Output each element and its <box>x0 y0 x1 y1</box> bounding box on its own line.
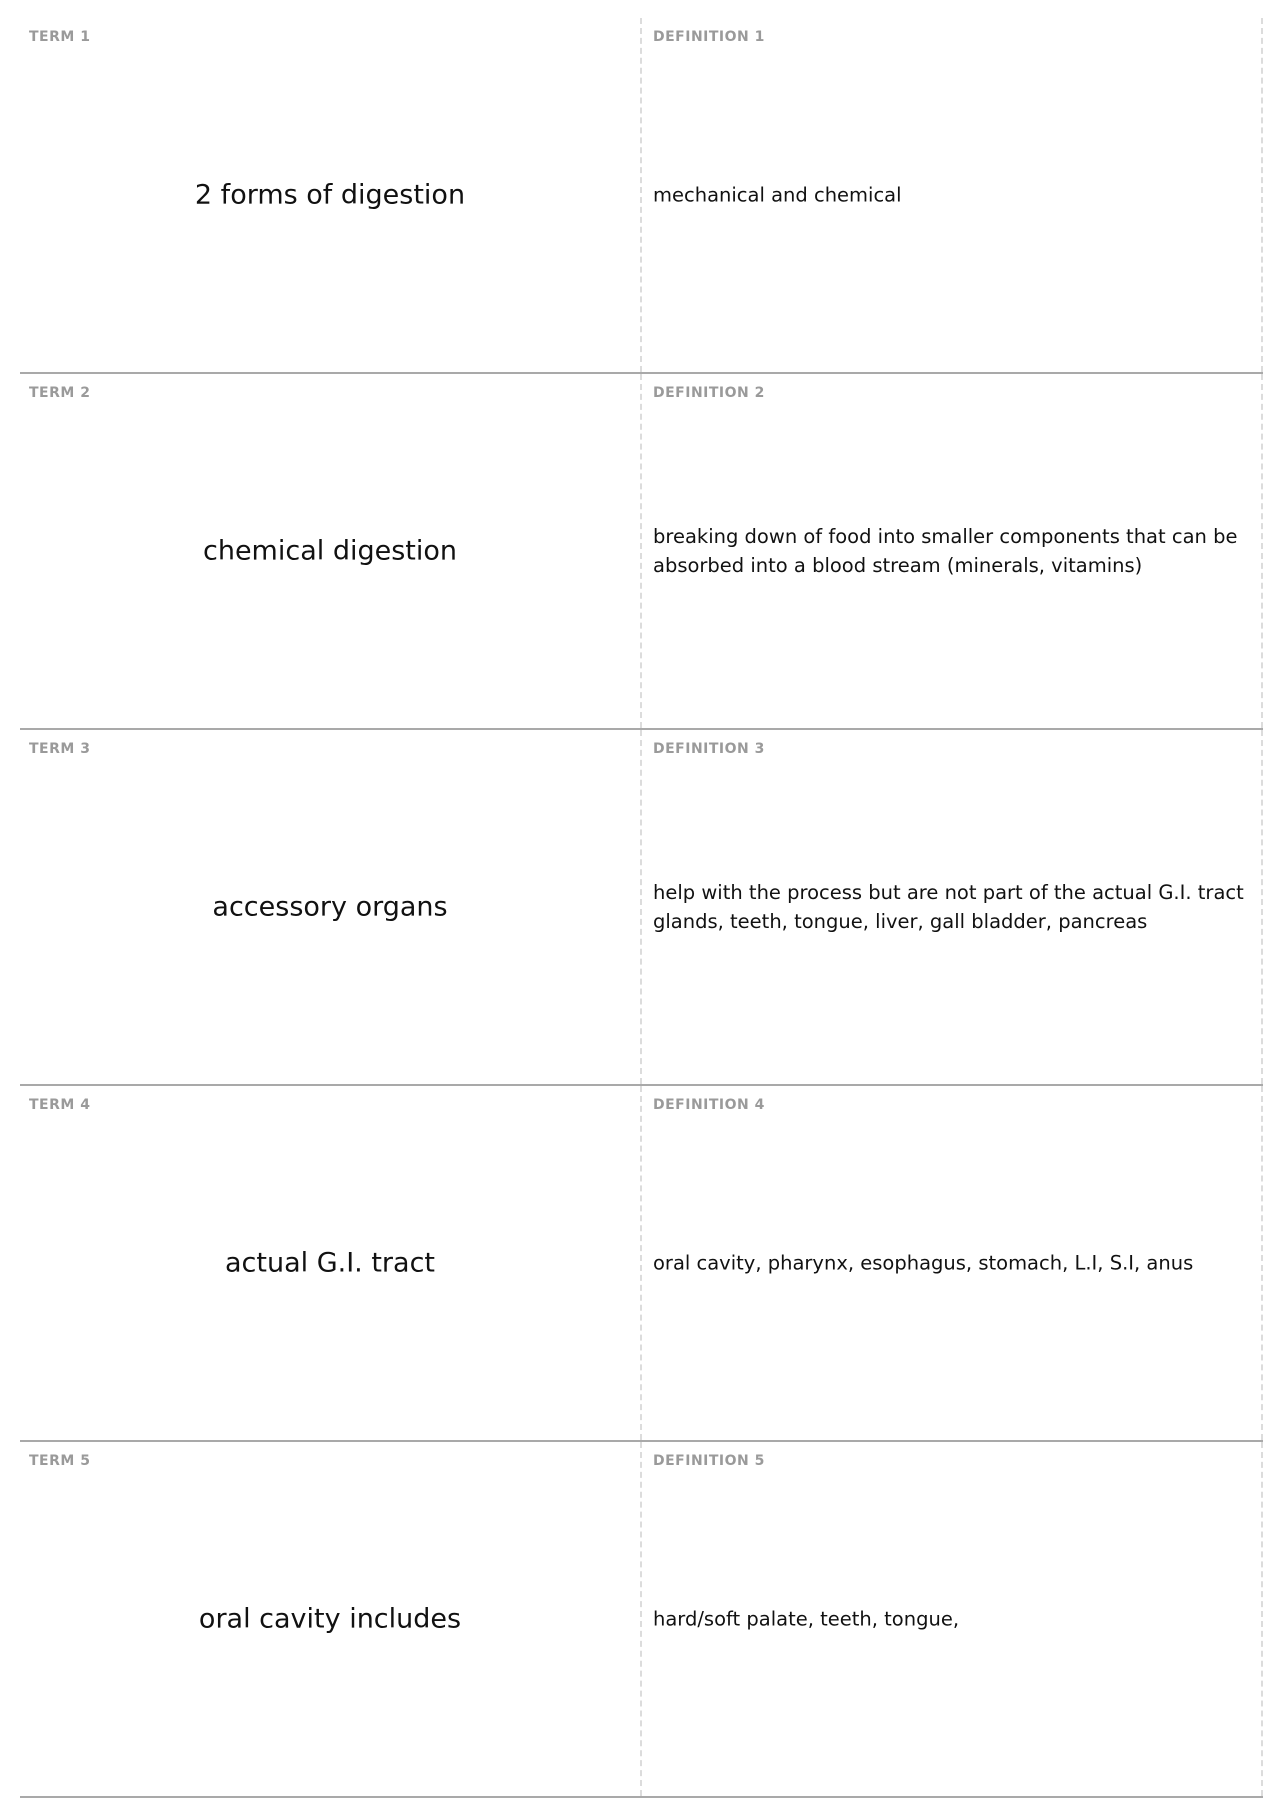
flashcard-row-3 <box>20 730 1263 1086</box>
term-cell <box>20 18 642 372</box>
definition-cell <box>642 1086 1263 1440</box>
definition-label: DEFINITION 5 <box>653 1453 765 1469</box>
term-label: TERM 5 <box>29 1453 91 1469</box>
definition-text: breaking down of food into smaller components that can be absorbed into a blood stream (minerals, vitamins) <box>653 525 1238 577</box>
term-text: chemical digestion <box>202 535 458 567</box>
definition-cell <box>642 730 1263 1084</box>
definition-cell <box>642 374 1263 728</box>
term-text: accessory organs <box>212 891 448 923</box>
definition-text: help with the process but are not part of the actual G.I. tract glands, teeth, tongue, liver, gall bladder, pancreas <box>653 881 1244 933</box>
flashcard-row-1 <box>20 18 1263 374</box>
definition-label: DEFINITION 4 <box>653 1097 765 1113</box>
flashcard-sheet <box>20 18 1263 1798</box>
term-label: TERM 2 <box>29 385 91 401</box>
flashcard-row-4 <box>20 1086 1263 1442</box>
term-label: TERM 4 <box>29 1097 91 1113</box>
term-cell <box>20 730 642 1084</box>
term-label: TERM 1 <box>29 29 91 45</box>
term-text: 2 forms of digestion <box>194 179 466 211</box>
term-cell <box>20 1086 642 1440</box>
term-text: actual G.I. tract <box>224 1247 435 1279</box>
definition-cell <box>642 1442 1263 1796</box>
flashcard-row-2 <box>20 374 1263 730</box>
definition-text: mechanical and chemical <box>653 183 902 207</box>
term-label: TERM 3 <box>29 741 91 757</box>
term-text: oral cavity includes <box>198 1603 462 1635</box>
definition-text: hard/soft palate, teeth, tongue, <box>653 1607 960 1631</box>
definition-cell <box>642 18 1263 372</box>
definition-label: DEFINITION 3 <box>653 741 765 757</box>
definition-text: oral cavity, pharynx, esophagus, stomach, L.I, S.I, anus <box>653 1251 1194 1275</box>
flashcard-row-5 <box>20 1442 1263 1798</box>
term-cell <box>20 374 642 728</box>
definition-label: DEFINITION 1 <box>653 29 765 45</box>
definition-label: DEFINITION 2 <box>653 385 765 401</box>
term-cell <box>20 1442 642 1796</box>
